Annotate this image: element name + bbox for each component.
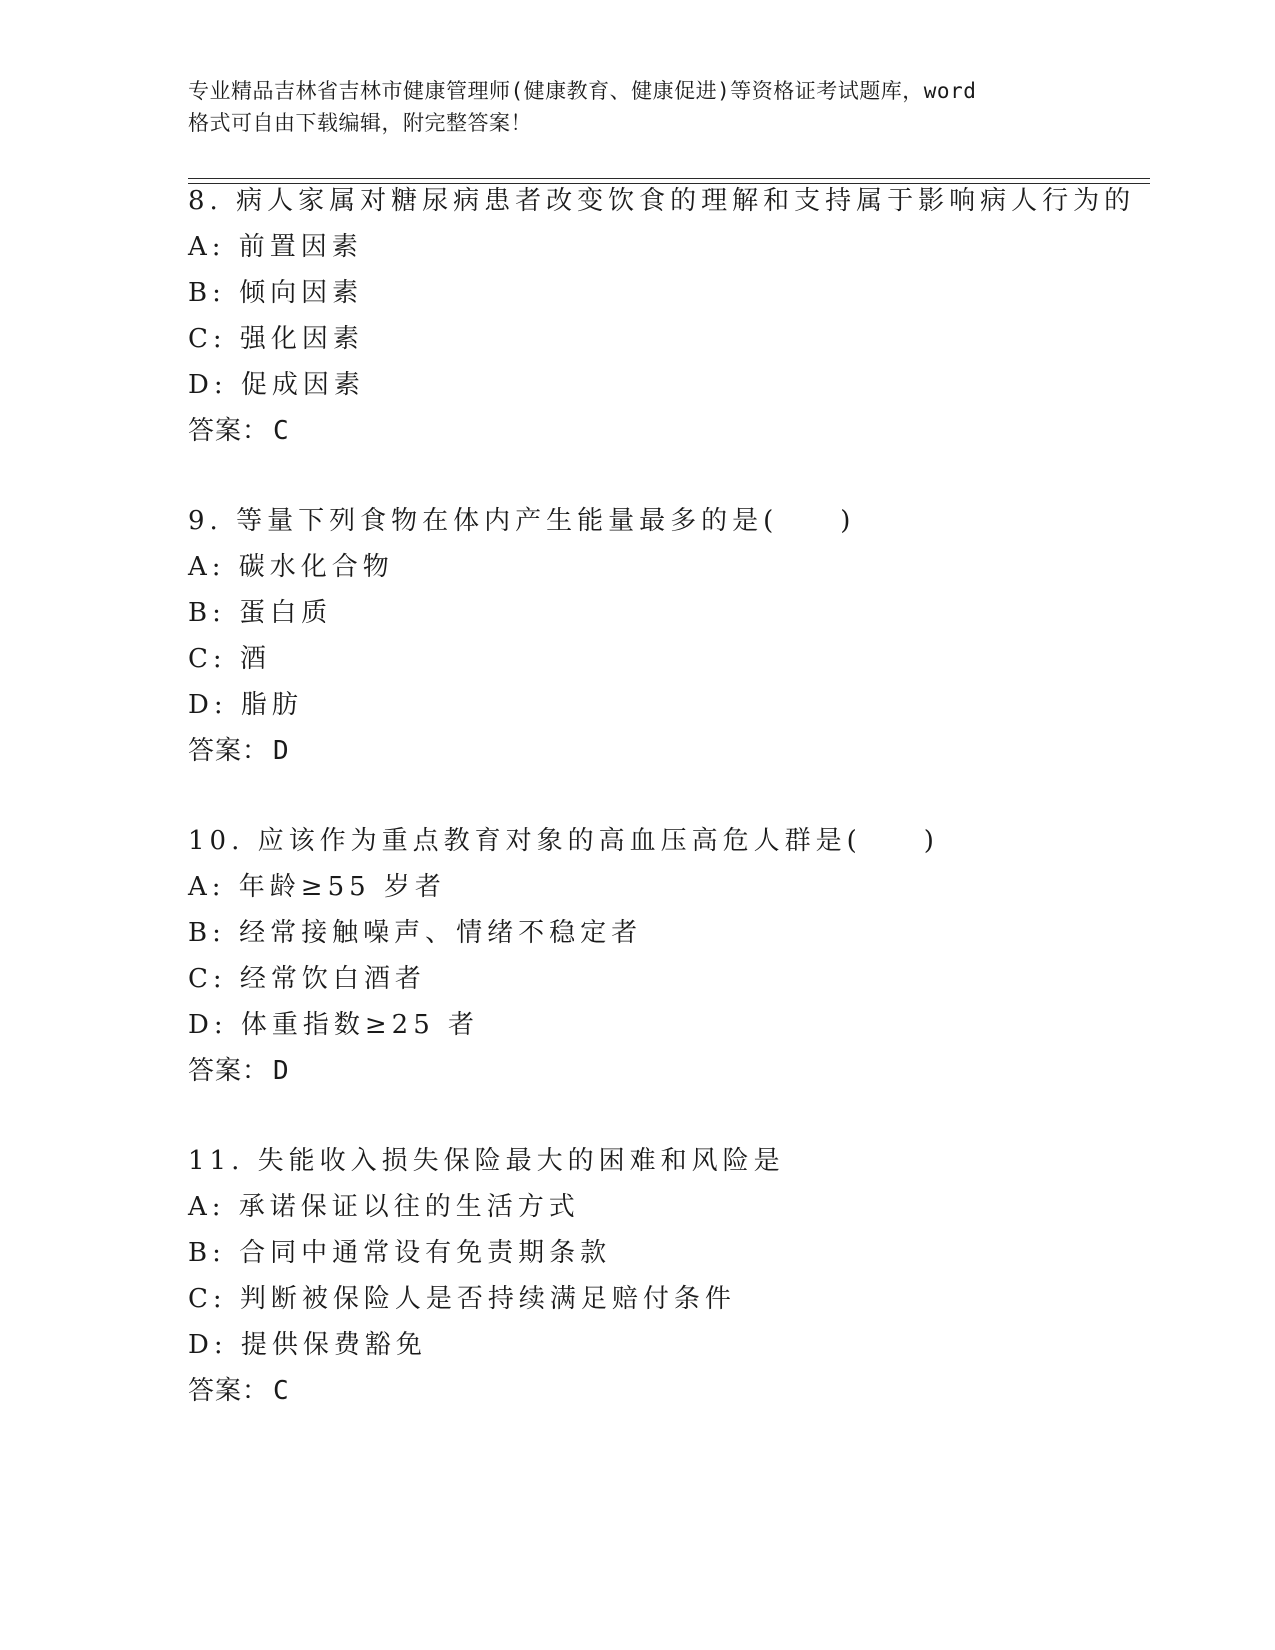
option-a: A: 年龄≥55 岁者 [188,872,446,902]
option-d: D: 提供保费豁免 [188,1330,427,1360]
option-c: C: 判断被保险人是否持续满足赔付条件 [188,1284,736,1314]
option-c: C: 经常饮白酒者 [188,964,426,994]
header-line-2: 格式可自由下载编辑，附完整答案！ [188,111,532,135]
option-c: C: 强化因素 [188,324,364,354]
document-header [188,75,1088,139]
option-d: D: 促成因素 [188,370,365,400]
option-a: A: 前置因素 [188,232,363,262]
question-stem: 8. 病人家属对糖尿病患者改变饮食的理解和支持属于影响病人行为的 [188,186,1136,216]
answer-label: 答案： [188,1056,270,1086]
question-stem: 10. 应该作为重点教育对象的高血压高危人群是( ) [188,826,939,856]
answer-value: D [273,1056,290,1086]
question-11 [188,1138,1148,1414]
question-stem: 9. 等量下列食物在体内产生能量最多的是( ) [188,506,856,536]
header-line-1: 专业精品吉林省吉林市健康管理师(健康教育、健康促进)等资格证考试题库，word [188,79,977,103]
answer-value: C [273,416,290,446]
question-9 [188,498,1148,774]
question-stem: 11. 失能收入损失保险最大的困难和风险是 [188,1146,785,1176]
answer-label: 答案： [188,416,270,446]
option-d: D: 脂肪 [188,690,303,720]
answer-line [188,1368,1148,1414]
option-c: C: 酒 [188,644,271,674]
answer-label: 答案： [188,1376,270,1406]
answer-line [188,408,1148,454]
question-10 [188,818,1148,1094]
option-a: A: 碳水化合物 [188,552,394,582]
answer-line [188,1048,1148,1094]
option-b: B: 蛋白质 [188,598,333,628]
option-b: B: 倾向因素 [188,278,364,308]
answer-label: 答案： [188,736,270,766]
answer-value: C [273,1376,290,1406]
answer-line [188,728,1148,774]
option-b: B: 合同中通常设有免责期条款 [188,1238,612,1268]
answer-value: D [273,736,290,766]
option-d: D: 体重指数≥25 者 [188,1010,480,1040]
option-b: B: 经常接触噪声、情绪不稳定者 [188,918,643,948]
option-a: A: 承诺保证以往的生活方式 [188,1192,580,1222]
question-8 [188,178,1148,454]
